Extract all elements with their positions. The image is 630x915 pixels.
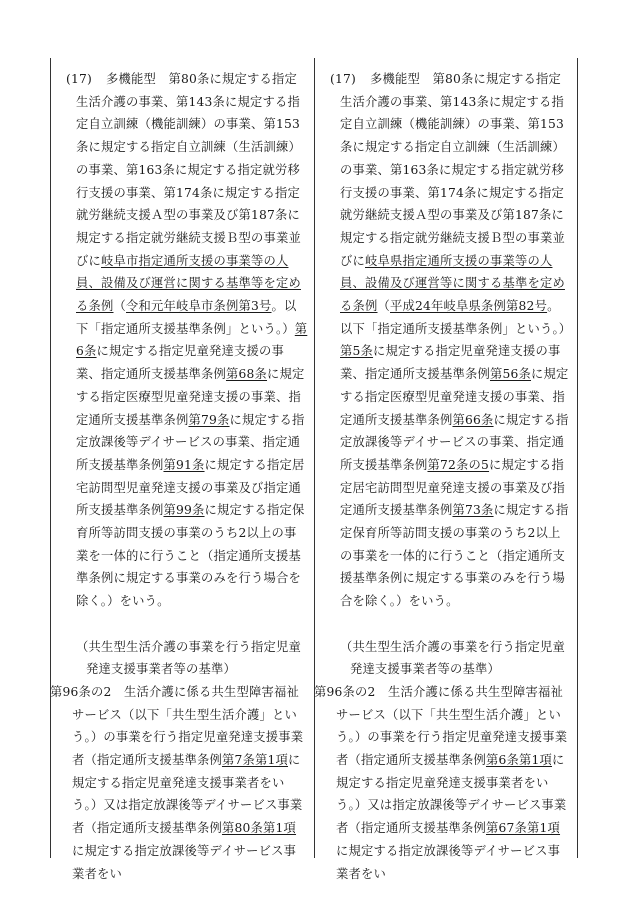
underlined-reference: 第6条第1項 [485, 753, 553, 768]
column-amended [50, 68, 308, 885]
underlined-reference: 第91条 [163, 457, 205, 472]
spacer [318, 613, 572, 636]
text-run: 多機能型 第80条に規定する指定生活介護の事業、第143条に規定する指定自立訓練（機能訓練）の事業、第153条に規定する指定自立訓練（生活訓練）の事業、第163条に規定する指定就労移行支援の事業、第174条に規定する指定就労継続支援Ａ型の事業及び第187条に規定する指定就労継続支援Ｂ型の事業並びに [340, 72, 565, 268]
article-96-2 [50, 681, 308, 885]
text-run: （ [377, 299, 390, 314]
article-text [72, 685, 303, 881]
text-run: に規定する指定児童発達支援の事業、指定通所支援基準条例 [76, 344, 284, 382]
item-17 [54, 68, 308, 613]
article-heading: （共生型生活介護の事業を行う指定児童発達支援事業者等の基準） [76, 639, 301, 677]
underlined-reference: 第73条 [452, 503, 494, 518]
text-run: に規定する指定医療型児童発達支援の事業、指定通所支援基準条例 [76, 367, 305, 427]
underlined-reference: 第5条 [340, 344, 374, 359]
text-run: に規定する指定放課後等デイサービスの事業、指定通所支援基準条例 [76, 412, 305, 472]
text-run: （ [113, 299, 126, 314]
underlined-reference: 平成24年岐阜県条例第82号 [390, 299, 548, 314]
text-run: 生活介護に係る共生型障害福祉サービス（以下「共生型生活介護」という。）の事業を行う指定児童発達支援事業者（指定通所支援基準条例 [336, 684, 568, 768]
text-run: 。以下「指定通所支援基準条例」という。） [340, 299, 572, 336]
article-heading: （共生型生活介護の事業を行う指定児童発達支援事業者等の基準） [340, 639, 565, 677]
column-current [314, 68, 572, 885]
underlined-reference: 第6条 [76, 321, 308, 359]
text-run: に規定する指定放課後等デイサービス事業者をい [72, 843, 297, 881]
underlined-reference: 令和元年岐阜市条例第3号 [126, 299, 272, 314]
item-number: (17) [66, 72, 93, 86]
table-border-right [577, 58, 578, 858]
text-run: に規定する指定保育所等訪問支援の事業のうち2以上の事業を一体的に行うこと（指定通所支援基準条例に規定する事業のみを行う場合を除く。）をいう。 [340, 503, 569, 609]
item-text [46, 68, 308, 613]
underlined-reference: 第67条第1項 [485, 821, 561, 836]
item-text [310, 68, 572, 613]
text-run: に規定する指定保育所等訪問支援の事業のうち2以上の事業を一体的に行うこと（指定通所支援基準条例に規定する事業のみを行う場合を除く。）をいう。 [76, 503, 305, 609]
spacer [54, 613, 308, 636]
underlined-reference: 第99条 [163, 503, 205, 518]
text-run: 多機能型 第80条に規定する指定生活介護の事業、第143条に規定する指定自立訓練（機能訓練）の事業、第153条に規定する指定自立訓練（生活訓練）の事業、第163条に規定する指定就労移行支援の事業、第174条に規定する指定就労継続支援Ａ型の事業及び第187条に規定する指定就労継続支援Ｂ型の事業並びに [76, 72, 301, 268]
underlined-reference: 第72条の5 [427, 457, 490, 472]
text-run: に規定する指定居宅訪問型児童発達支援の事業及び指定通所支援基準条例 [76, 457, 305, 518]
underlined-reference: 岐阜市指定通所支援の事業等の人員、設備及び運営に関する基準等を定める条例 [76, 253, 301, 314]
article-text [336, 685, 567, 881]
text-run: に規定する指定居宅訪問型児童発達支援の事業及び指定通所支援基準条例 [340, 457, 565, 518]
article-number: 第96条の2 [314, 684, 376, 699]
underlined-reference: 第7条第1項 [221, 753, 289, 768]
text-run: に規定する指定児童発達支援事業者をいう。）又は指定放課後等デイサービス事業者（指定通所支援基準条例 [72, 753, 303, 836]
item-17 [318, 68, 572, 613]
underlined-reference: 第56条 [489, 367, 532, 382]
underlined-reference: 第79条 [188, 412, 230, 427]
text-run: 。以下「指定通所支援基準条例」という。） [76, 299, 297, 336]
underlined-reference: 第80条第1項 [221, 821, 297, 836]
underlined-reference: 第68条 [225, 367, 268, 382]
underlined-reference: 第66条 [452, 412, 494, 427]
text-run: に規定する指定放課後等デイサービスの事業、指定通所支援基準条例 [340, 412, 569, 472]
text-run: に規定する指定医療型児童発達支援の事業、指定通所支援基準条例 [340, 367, 569, 427]
underlined-reference: 岐阜県指定通所支援の事業等の人員、設備及び運営等に関する基準を定める条例 [340, 253, 565, 314]
article-number: 第96条の2 [50, 684, 112, 699]
text-run: に規定する指定児童発達支援事業者をいう。）又は指定放課後等デイサービス事業者（指定通所支援基準条例 [336, 753, 567, 836]
item-number: (17) [330, 72, 357, 86]
article-96-2 [314, 681, 572, 885]
text-run: に規定する指定児童発達支援の事業、指定通所支援基準条例 [340, 344, 561, 382]
comparison-table [50, 58, 577, 881]
text-run: 生活介護に係る共生型障害福祉サービス（以下「共生型生活介護」という。）の事業を行う指定児童発達支援事業者（指定通所支援基準条例 [72, 684, 304, 768]
text-run: に規定する指定放課後等デイサービス事業者をい [336, 843, 561, 881]
